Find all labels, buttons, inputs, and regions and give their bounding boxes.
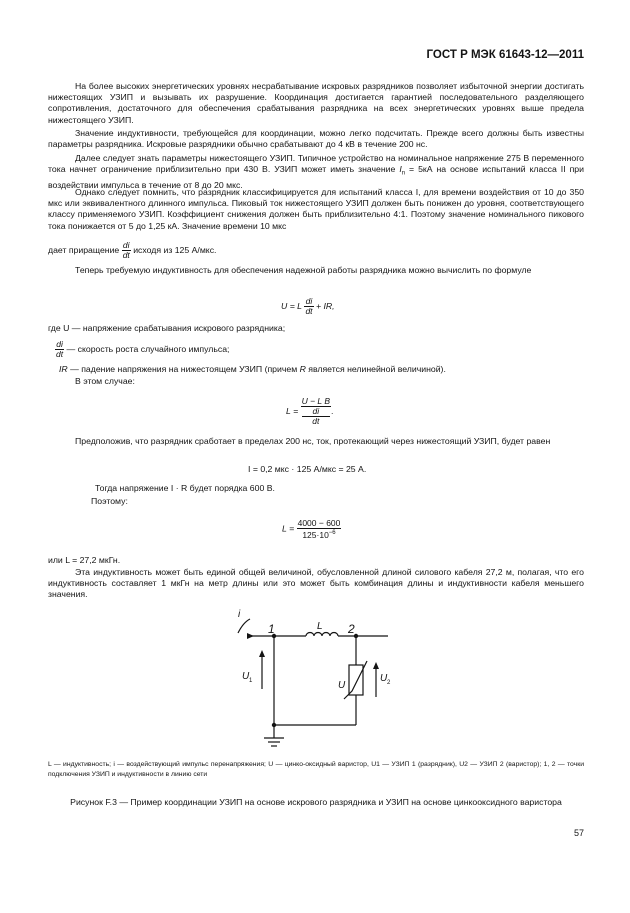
- paragraph-2: Значение индуктивности, требующейся для координации, можно легко подсчитать. Прежде всего должны быть известны параметры разрядника. Искровые разрядники обычно срабатывают до 4 кВ в течение 200 нс.: [48, 128, 584, 150]
- where-didt: $\frac{di}{dt}$ — скорость роста случайного импульса;: [56, 339, 230, 359]
- label-U-varistor: U: [338, 680, 346, 691]
- ground-node-dot: [272, 723, 276, 727]
- paragraph-9: Поэтому:: [91, 496, 128, 506]
- formula-2: L = U − L B di dt .: [286, 396, 334, 426]
- label-U1-sub: 1: [249, 678, 253, 684]
- label-U2: U: [380, 673, 388, 684]
- paragraph-4: Однако следует помнить, что разрядник классифицируется для испытаний класса I, для времени воздействия от 10 до 350 мкс или эквивалентного длинного импульса. Пиковый ток нижестоящего УЗИП должен быть понижен до уровня, соответствующего классу применяемого УЗИП. Коэффициент снижения должен быть приблизительно 4:1. Поэтому значение номинального пикового тока понижается от 5 до 1,25 кА. Значение времени 10 мкс: [48, 187, 584, 231]
- figure-legend: L — индуктивность; i — воздействующий импульс перенапряжения; U — цинко-оксидный варистор, U1 — УЗИП 1 (разрядник), U2 — УЗИП 2 (варистор); 1, 2 — точки подключения УЗИП и индуктивности в линию сети: [48, 761, 584, 778]
- varistor-body: [349, 665, 363, 695]
- paragraph-5: дает приращение $\frac{di}{dt}$ исходя из 125 А/мкс.: [48, 240, 217, 260]
- figure-caption: Рисунок F.3 — Пример координации УЗИП на основе искрового разрядника и УЗИП на основе цинкооксидного варистора: [70, 797, 562, 807]
- where-IR: IR — падение напряжения на нижестоящем УЗИП (причем R является нелинейной величиной).: [59, 364, 446, 374]
- paragraph-6: Теперь требуемую индуктивность для обеспечения надежной работы разрядника можно вычислить по формуле: [75, 265, 532, 275]
- paragraph-8: Тогда напряжение I · R будет порядка 600 В.: [95, 483, 275, 493]
- paragraph-7: Предположив, что разрядник сработает в пределах 200 нс, ток, протекающий через нижестоящий УЗИП, будет равен: [75, 436, 551, 446]
- inductor-coil: [306, 633, 338, 637]
- paragraph-3: Далее следует знать параметры нижестоящего УЗИП. Типичное устройство на номинальное напряжение 275 В переменного тока начнет ограничение приблизительно при 430 В. УЗИП может иметь значение $I_n = 5кА$ на основе испытаний класса II при воздействии импульса в течение от 8 до 20 мкс.: [48, 153, 584, 191]
- paragraph-11: Эта индуктивность может быть единой общей величиной, обусловленной длиной силового кабеля 27,2 м, полагая, что его индуктивность составляет 1 мкГн на метр длины или это может быть комбинация длины и индуктивности кабеля меньшего значения.: [48, 567, 584, 600]
- arrow-U2-head: [373, 662, 379, 669]
- label-U2-sub: 2: [387, 680, 391, 686]
- label-i: i: [238, 609, 241, 620]
- label-U1: U: [242, 671, 250, 682]
- impulse-arrow-head: [247, 633, 254, 639]
- label-L: L: [317, 621, 323, 632]
- label-node-2: 2: [348, 622, 355, 636]
- formula-1: U = L $\frac{di}{dt}$ + IR,: [281, 296, 335, 316]
- page-number: 57: [573, 828, 584, 838]
- paragraph-1: На более высоких энергетических уровнях несрабатывание искровых разрядников позволяет избыточной энергии достигать нижестоящих УЗИП и вызывать их разрушение. Координация достигается гарантией последовательного разделяющего сопротивления, достаточного для обеспечения срабатывания разрядника на всех энергетических уровнях выше предела нижестоящего УЗИП.: [48, 81, 584, 125]
- label-node-1: 1: [268, 622, 275, 636]
- circuit-diagram: [220, 603, 400, 753]
- in-this-case: В этом случае:: [75, 376, 135, 386]
- impulse-arrow-i: [238, 619, 250, 633]
- formula-4: L = $\frac{4000 - 600}{125\cdot 10^{-6}}$: [282, 518, 341, 540]
- where-U: где U — напряжение срабатывания искрового разрядника;: [48, 323, 286, 333]
- standard-header: ГОСТ Р МЭК 61643-12—2011: [426, 49, 584, 61]
- arrow-U1-head: [259, 650, 265, 657]
- paragraph-10: или L = 27,2 мкГн.: [48, 555, 121, 565]
- formula-3: I = 0,2 мкс · 125 А/мкс = 25 А.: [248, 464, 367, 474]
